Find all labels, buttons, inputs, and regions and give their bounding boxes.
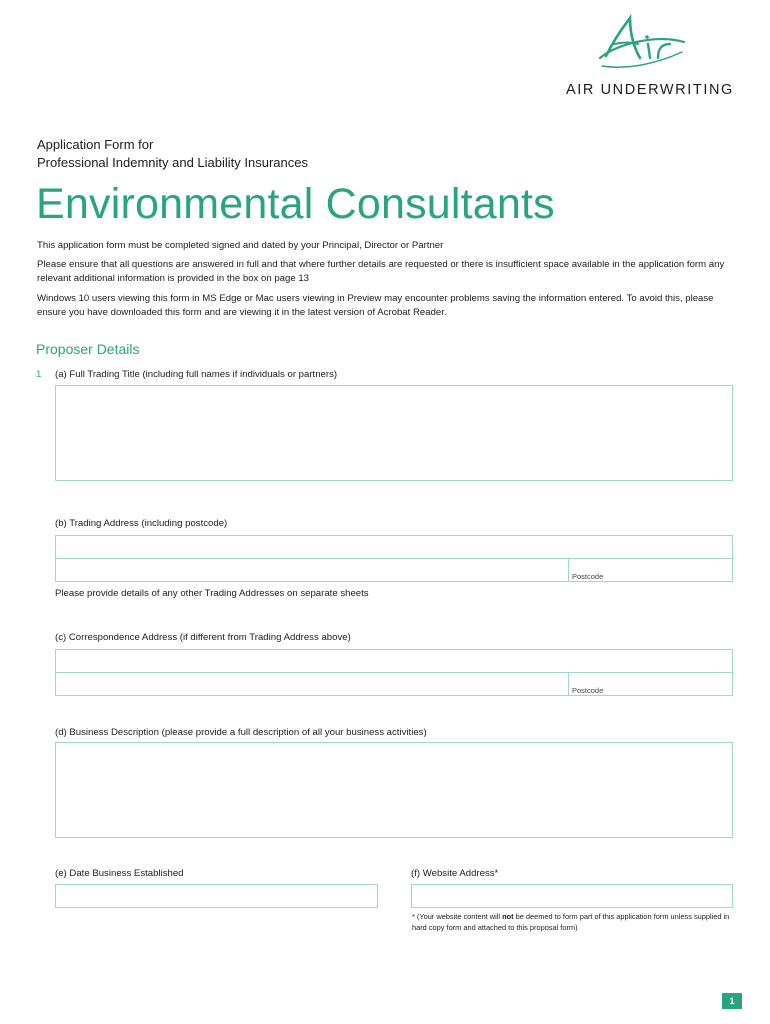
trading-postcode-input[interactable] xyxy=(568,558,733,582)
page-number-badge: 1 xyxy=(722,993,742,1009)
form-subtitle-line1: Application Form for xyxy=(37,137,154,152)
field-e-label: (e) Date Business Established xyxy=(55,868,184,879)
postcode-label: Postcode xyxy=(572,572,604,581)
business-description-input[interactable] xyxy=(55,742,733,838)
intro-signature-note: This application form must be completed signed and dated by your Principal, Director or Partner xyxy=(37,240,444,251)
website-address-input[interactable] xyxy=(411,884,733,908)
question-number: 1 xyxy=(36,369,42,380)
section-title: Proposer Details xyxy=(36,341,140,357)
other-addresses-note: Please provide details of any other Trading Addresses on separate sheets xyxy=(55,588,369,599)
trading-address-line2-input[interactable] xyxy=(55,558,569,582)
form-subtitle-line2: Professional Indemnity and Liability Insurances xyxy=(37,155,308,170)
correspondence-address-line2-input[interactable] xyxy=(55,672,569,696)
correspondence-postcode-input[interactable] xyxy=(568,672,733,696)
page-title: Environmental Consultants xyxy=(36,180,555,228)
trading-address-line1-input[interactable] xyxy=(55,535,733,559)
intro-software-note: Windows 10 users viewing this form in MS Edge or Mac users viewing in Preview may encounter problems saving the information entered. To avoid this, please ensure you have downloaded this form and are viewing it in the latest version of Acrobat Reader. xyxy=(37,293,714,318)
full-trading-title-input[interactable] xyxy=(55,385,733,481)
correspondence-address-line1-input[interactable] xyxy=(55,649,733,673)
website-footnote: * (Your website content will not be deemed to form part of this application form unless supplied in hard copy form and attached to this proposal form) xyxy=(412,912,730,932)
brand-name: AIR UNDERWRITING xyxy=(566,82,734,98)
date-established-input[interactable] xyxy=(55,884,378,908)
field-b-label: (b) Trading Address (including postcode) xyxy=(55,518,228,529)
field-c-label: (c) Correspondence Address (if different from Trading Address above) xyxy=(55,632,351,643)
field-f-label: (f) Website Address* xyxy=(411,868,499,879)
intro-completion-note: Please ensure that all questions are answered in full and that where further details are requested or there is insufficient space available in the application form any relevant additional information is provided in the box on page 13 xyxy=(37,259,725,284)
air-script-logo-icon xyxy=(596,14,688,72)
postcode-label: Postcode xyxy=(572,686,604,695)
field-d-label: (d) Business Description (please provide a full description of all your business activities) xyxy=(55,727,427,738)
field-a-label: (a) Full Trading Title (including full names if individuals or partners) xyxy=(55,369,338,380)
